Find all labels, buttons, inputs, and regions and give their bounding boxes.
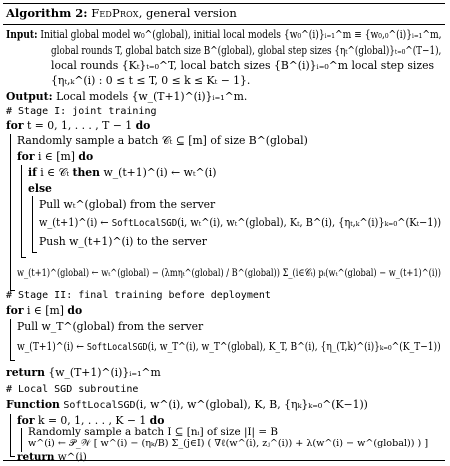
input-line-1	[6, 28, 442, 42]
algorithm-suffix: , general version	[138, 6, 237, 20]
softlocal-call-line	[39, 216, 441, 231]
input-line-4	[51, 74, 250, 88]
pull-line: Pull wₜ^(global) from the server	[39, 198, 216, 211]
for-i-line	[17, 150, 93, 164]
output-text: Local models {w_(T+1)^(i)}ᵢ₌₁^m.	[56, 90, 248, 103]
softlocal-call2-line	[17, 340, 441, 355]
softlocal2-args: (i, w_T^(i), w_T^(global), K_T, B^(i), {η_(T,k)^(i)}ₖ₌₀^(K_T−1))	[147, 340, 441, 353]
else-line	[28, 182, 52, 196]
if-assignment: w_(t+1)^(i) ← wₜ^(i)	[103, 166, 217, 179]
return1-line	[6, 366, 161, 380]
algorithm-box	[3, 3, 445, 461]
else-block-bar	[32, 196, 33, 252]
if-line	[28, 166, 216, 180]
pull2-line: Pull w_T^(global) from the server	[17, 320, 204, 333]
input-line-2	[51, 44, 441, 58]
do-keyword-4: do	[149, 414, 165, 427]
global-update-line: w_(t+1)^(global) ← wₜ^(global) − (λmηₜ^(global) / B^(global)) Σ_(i∈𝒞ₜ) pᵢ(wₜ^(global) − w_(t+1)^(i))	[17, 267, 441, 279]
for-k-range: k = 0, 1, . . . , K − 1	[37, 414, 147, 427]
for-keyword-2: for	[17, 150, 35, 163]
softlocal-args: (i, wₜ^(i), wₜ^(global), Kₜ, B^(i), {ηₜ,ₖ^(i)}ₖ₌₀^(Kₜ−1))	[177, 216, 442, 229]
projection-line: w^(i) ← 𝒫_𝒲 [ w^(i) − (ηₖ/B) Σ_(j∈I) ( ∇ℓ(w^(i), zⱼ^(i)) + λ(w^(i) − w^(global)) ) ]	[28, 438, 429, 449]
sample-line: Randomly sample a batch 𝒞ₜ ⊆ [m] of size B^(global)	[17, 134, 308, 147]
input-keyword: Input:	[6, 28, 38, 41]
sample2-line: Randomly sample a batch I ⊆ [nᵢ] of size |I| = B	[28, 426, 278, 438]
title-rule	[3, 24, 445, 25]
for-i2-block-end	[10, 360, 15, 361]
comment-subroutine: # Local SGD subroutine	[6, 384, 139, 395]
for-i-block-bar	[21, 165, 22, 257]
softlocal2-lhs: w_(T+1)^(i) ←	[17, 340, 87, 353]
do-keyword-3: do	[67, 304, 83, 317]
algorithm-name: FedProx	[91, 6, 139, 20]
push-line: Push w_(t+1)^(i) to the server	[39, 235, 207, 248]
if-condition: i ∈ 𝒞ₜ	[40, 166, 70, 179]
do-keyword: do	[135, 119, 151, 132]
for-keyword-4: for	[17, 414, 35, 427]
return1-value: {w_(T+1)^(i)}ᵢ₌₁^m	[48, 366, 161, 379]
return2-line	[17, 450, 87, 464]
do-keyword-2: do	[78, 150, 94, 163]
comment-stage-2: # Stage II: final training before deployment	[6, 290, 271, 301]
for-t-range: t = 0, 1, . . . , T − 1	[26, 119, 133, 132]
input-text-4: {ηₜ,ₖ^(i) : 0 ≤ t ≤ T, 0 ≤ k ≤ Kₜ − 1}.	[51, 74, 251, 87]
for-i2-block-bar	[10, 319, 11, 360]
algorithm-title	[6, 6, 237, 21]
return2-value: w^(i)	[57, 451, 87, 463]
input-text-3: local rounds {Kₜ}ₜ₌₀^T, local batch sizes {B^(i)}ᵢ₌₀^m local step sizes	[51, 59, 435, 72]
function-block-end	[10, 456, 15, 457]
then-keyword: then	[72, 166, 101, 179]
function-block-bar	[10, 414, 11, 456]
return-keyword: return	[6, 366, 45, 379]
for-i2-line	[6, 304, 82, 318]
function-keyword: Function	[6, 398, 60, 411]
input-line-3	[51, 59, 434, 73]
function-params: (i, w^(i), w^(global), K, B, {ηₖ}ₖ₌₀^(K−1))	[135, 398, 368, 411]
softlocal2-fn-name: SoftLocalSGD	[86, 342, 148, 353]
for-keyword: for	[6, 119, 24, 132]
for-i-block-end	[21, 257, 26, 258]
function-name: SoftLocalSGD	[63, 400, 136, 411]
else-keyword: else	[28, 182, 52, 195]
for-i2-range: i ∈ [m]	[26, 304, 64, 317]
output-line	[6, 90, 247, 104]
softlocal-fn-name: SoftLocalSGD	[111, 218, 178, 229]
else-block-end	[32, 252, 37, 253]
input-text-2: global rounds T, global batch size B^(global), global step sizes {ηₜ^(global)}ₜ₌₀^(T−1),	[51, 44, 442, 57]
for-i-range: i ∈ [m]	[37, 150, 75, 163]
output-keyword: Output:	[6, 90, 53, 103]
algorithm-label: Algorithm 2:	[6, 6, 88, 20]
input-text-1: Initial global model w₀^(global), initial local models {w₀^(i)}ᵢ₌₁^m ≡ {w₀,₀^(i)}ᵢ₌₁^m,	[40, 28, 442, 41]
function-line	[6, 398, 368, 413]
for-t-block-bar	[10, 134, 11, 290]
softlocal-lhs: w_(t+1)^(i) ←	[39, 216, 112, 229]
return-keyword-2: return	[17, 451, 55, 463]
for-k-block-bar	[21, 428, 22, 452]
if-keyword: if	[28, 166, 37, 179]
comment-stage-1: # Stage I: joint training	[6, 106, 157, 117]
for-keyword-3: for	[6, 304, 24, 317]
for-t-line	[6, 119, 150, 133]
